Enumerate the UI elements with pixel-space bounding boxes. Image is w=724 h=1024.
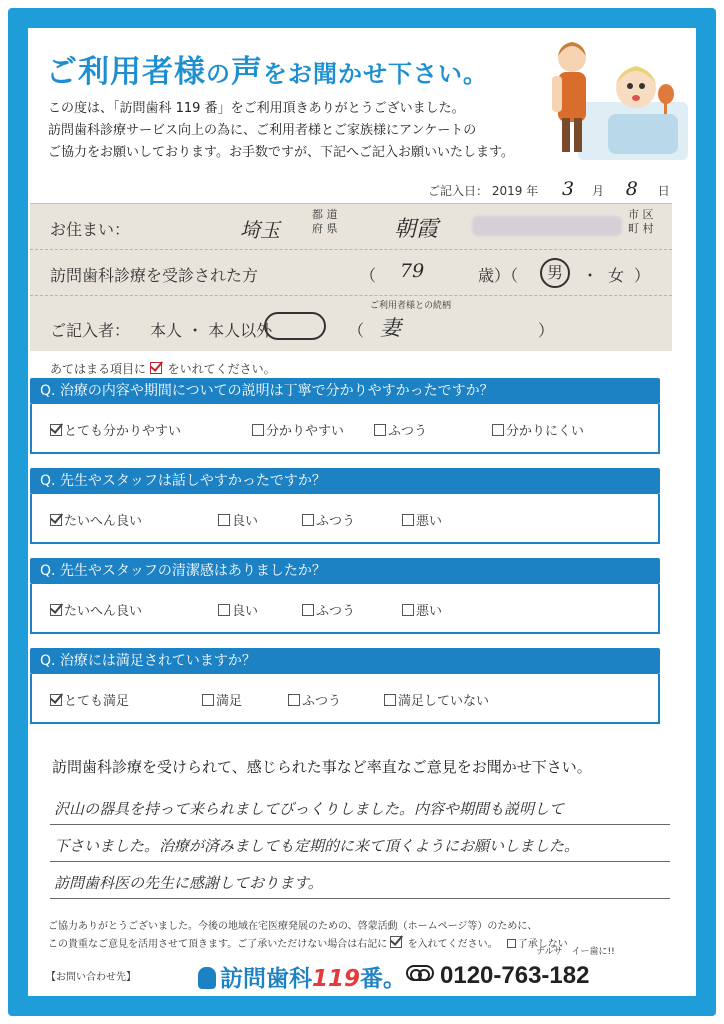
intro-text — [48, 98, 568, 164]
contact-label: 【お問い合わせ先】 — [46, 972, 136, 983]
footer — [46, 947, 686, 996]
patient-label: 訪問歯科診療を受診された方 — [50, 266, 259, 285]
freedial-icon — [406, 965, 434, 981]
feedback-area[interactable] — [50, 788, 670, 899]
prefecture-value: 埼玉 — [240, 218, 280, 242]
question-2 — [30, 468, 660, 544]
city-unit: 市 区 町 村 — [628, 208, 654, 235]
option-checkbox[interactable]: 満足していない — [384, 690, 489, 709]
feedback-prompt: 訪問歯科診療を受けられて、感じられた事など率直なご意見をお聞かせ下さい。 — [52, 758, 592, 776]
feedback-line: 沢山の器具を持って来られましてびっくりしました。内容や期間も説明して — [54, 800, 565, 818]
question-3 — [30, 558, 660, 634]
answer-options — [30, 674, 660, 724]
writer-row: ご記入者： 本人 ・ 本人以外 ご利用者様との続柄 （ 妻 ） — [30, 296, 672, 352]
date-day-value: 8 — [625, 178, 638, 200]
address-label: お住まい： — [50, 220, 131, 239]
relation-value: 妻 — [380, 316, 401, 340]
option-checkbox[interactable]: とても満足 — [50, 690, 129, 709]
option-checkbox[interactable]: 満足 — [202, 690, 242, 709]
writer-selected-circle — [264, 312, 326, 340]
option-checkbox[interactable]: ふつう — [302, 600, 355, 619]
page-title: ご利用者様の声をお聞かせ下さい。 — [46, 54, 488, 90]
date-month-value: 3 — [562, 178, 575, 200]
patient-row: 訪問歯科診療を受診された方 （ 79 歳）（ 男 ・ 女 ） — [30, 250, 672, 296]
phone-ruby: ナルサ イー歯に!! — [536, 947, 615, 957]
option-checkbox[interactable]: 良い — [218, 510, 258, 529]
survey-sheet — [28, 28, 696, 996]
decline-option[interactable]: 了承しない — [507, 939, 568, 950]
question-1 — [30, 378, 660, 454]
red-check-icon — [150, 362, 162, 374]
option-checkbox[interactable]: たいへん良い — [50, 510, 142, 529]
address-redacted — [472, 216, 622, 236]
question-4 — [30, 648, 660, 724]
intro-line: 訪問歯科診療サービス向上の為に、ご利用者様とご家族様にアンケートの — [48, 123, 477, 138]
consent-check-icon — [390, 936, 402, 948]
address-row — [30, 204, 672, 250]
writer-label: ご記入者： — [50, 321, 131, 340]
city-value: 朝霞 — [394, 217, 439, 242]
answer-options — [30, 584, 660, 634]
question-text: Q. 先生やスタッフの清潔感はありましたか？ — [30, 558, 660, 584]
option-checkbox[interactable]: ふつう — [374, 420, 427, 439]
relation-caption: ご利用者様との続柄 — [370, 301, 452, 311]
entry-date: ご記入日： 2019 年 3 月 8 日 — [428, 178, 670, 200]
notice-line: この貴重なご意見を活用させて頂きます。ご了承いただけない場合は右記に を入れてください。 了承しない — [48, 936, 688, 954]
question-text: Q. 治療の内容や期間についての説明は丁寧で分かりやすかったですか？ — [30, 378, 660, 404]
answer-options — [30, 404, 660, 454]
option-checkbox[interactable]: 悪い — [402, 510, 442, 529]
notice-line: ご協力ありがとうございました。今後の地域在宅医療発展のための、啓蒙活動（ホームページ等）のために、 — [48, 921, 538, 932]
intro-line: ご協力をお願いしております。お手数ですが、下記へご記入お願いいたします。 — [48, 145, 514, 160]
question-text: Q. 先生やスタッフは話しやすかったですか？ — [30, 468, 660, 494]
tooth-mascot-icon — [198, 967, 216, 989]
respondent-info — [30, 203, 672, 351]
prefecture-unit: 都 道 府 県 — [312, 208, 338, 235]
option-checkbox[interactable]: 悪い — [402, 600, 442, 619]
question-text: Q. 治療には満足されていますか？ — [30, 648, 660, 674]
option-checkbox[interactable]: とても分かりやすい — [50, 420, 181, 439]
age-value: 79 — [400, 260, 425, 282]
intro-line: この度は、「訪問歯科 119 番」をご利用頂きありがとうございました。 — [48, 101, 465, 116]
brand-logo: 訪問歯科119番。 — [198, 960, 406, 993]
phone-number[interactable]: 0120-763-182 — [406, 962, 589, 990]
gender-female: 女 — [608, 266, 625, 285]
check-instruction: あてはまる項目に をいれてください。 — [50, 362, 276, 376]
writer-options: 本人 ・ 本人以外 — [150, 321, 273, 340]
answer-options — [30, 494, 660, 544]
feedback-line: 下さいました。治療が済みましても定期的に来て頂くようにお願いしました。 — [54, 837, 580, 855]
option-checkbox[interactable]: たいへん良い — [50, 600, 142, 619]
option-checkbox[interactable]: 分かりにくい — [492, 420, 584, 439]
option-checkbox[interactable]: 分かりやすい — [252, 420, 344, 439]
option-checkbox[interactable]: ふつう — [288, 690, 341, 709]
gender-male: 男 — [540, 258, 570, 288]
option-checkbox[interactable]: ふつう — [302, 510, 355, 529]
option-checkbox[interactable]: 良い — [218, 600, 258, 619]
feedback-line: 訪問歯科医の先生に感謝しております。 — [54, 874, 323, 892]
